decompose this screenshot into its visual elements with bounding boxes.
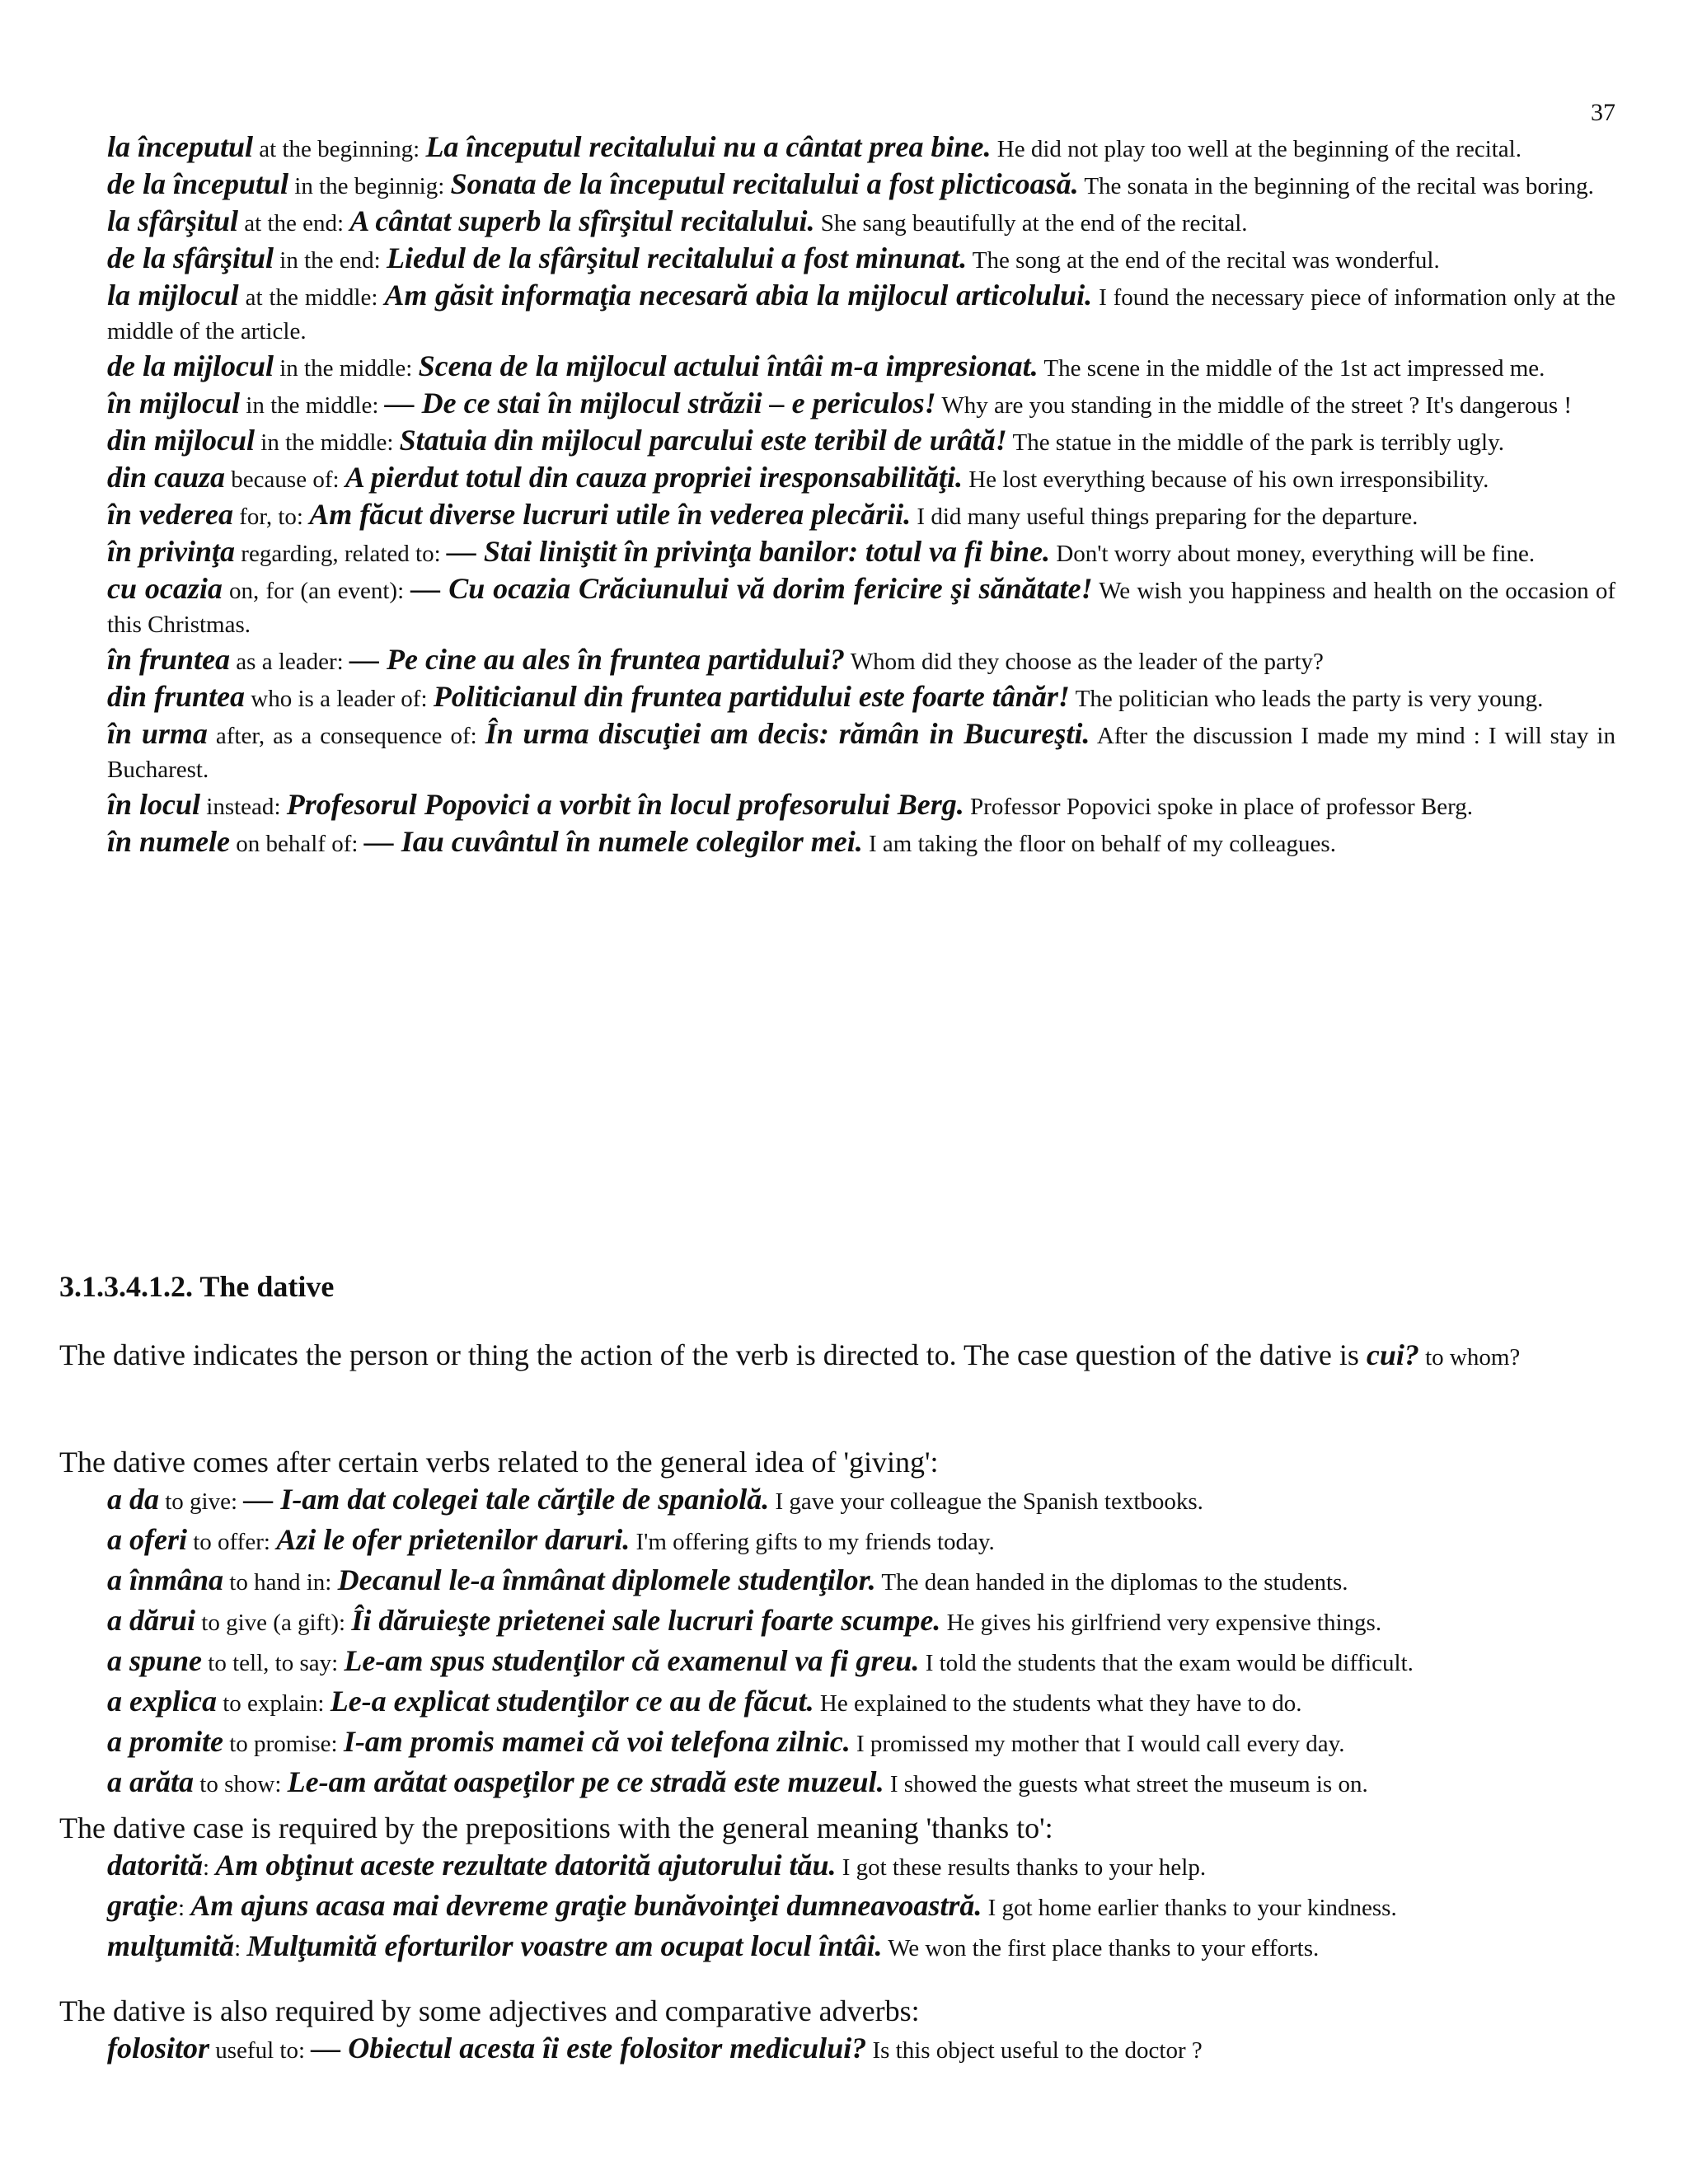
preposition-entry — [107, 643, 1615, 679]
separator: : — [231, 1488, 244, 1515]
english-translation: We wish you happiness and health on the occasion of this Christmas. — [107, 578, 1615, 638]
romanian-term: a arăta — [107, 1765, 195, 1798]
romanian-term: la sfârşitul — [107, 204, 239, 237]
english-gloss: on behalf of — [230, 831, 352, 857]
romanian-example: I-am promis mamei că voi telefona zilnic. — [343, 1725, 851, 1758]
separator: : — [438, 173, 451, 199]
english-translation: We won the first place thanks to your efforts. — [882, 1935, 1320, 1961]
verb-entry — [107, 1682, 1615, 1722]
separator: : — [234, 1935, 247, 1961]
english-gloss: to explain — [216, 1690, 318, 1717]
preposition-entry — [107, 1886, 1615, 1927]
english-translation: He did not play too well at the beginning of the recital. — [991, 136, 1522, 162]
english-translation: The dean handed in the diplomas to the students. — [875, 1569, 1348, 1596]
separator: : — [331, 1650, 345, 1676]
romanian-term: în numele — [107, 825, 231, 858]
preposition-entry — [107, 788, 1615, 824]
english-gloss: because of — [225, 466, 333, 493]
english-gloss: in the middle — [274, 355, 406, 382]
romanian-term: a înmâna — [107, 1563, 224, 1596]
english-gloss: to give (a gift) — [195, 1610, 339, 1636]
english-gloss: in the middle — [240, 392, 373, 419]
romanian-example: — Pe cine au ales în fruntea partidului? — [349, 643, 846, 676]
romanian-example: Am obţinut aceste rezultate datorită ajutorului tău. — [215, 1849, 837, 1882]
separator: : — [470, 723, 485, 749]
english-gloss: to tell, to say — [202, 1650, 332, 1676]
romanian-term: din fruntea — [107, 680, 246, 713]
preposition-entry — [107, 387, 1615, 423]
romanian-term: de la sfârşitul — [107, 241, 274, 274]
separator: : — [203, 1854, 216, 1881]
verb-entry — [107, 1642, 1615, 1682]
preposition-entry — [107, 717, 1615, 787]
thanks-prepositions-list — [107, 1846, 1615, 1967]
romanian-example: Statuia din mijlocul parcului este teribil de urâtă! — [399, 424, 1007, 457]
separator: : — [337, 210, 350, 237]
separator: : — [317, 1690, 331, 1717]
page-number: 37 — [1591, 99, 1615, 126]
prepositions-list — [107, 130, 1615, 862]
english-gloss: after, as a consequence of — [207, 723, 471, 749]
english-translation: Whom did they choose as the leader of the party? — [845, 649, 1324, 675]
preposition-entry — [107, 680, 1615, 716]
romanian-example: — Obiectul acesta îi este folositor medicului? — [311, 2032, 867, 2064]
verb-entry — [107, 1601, 1615, 1642]
english-translation: After the discussion I made my mind : I will stay in Bucharest. — [107, 723, 1615, 783]
separator: : — [413, 136, 426, 162]
romanian-example: Le-am spus studenţilor că examenul va fi greu. — [344, 1644, 920, 1677]
preposition-entry — [107, 461, 1615, 497]
preposition-entry — [107, 204, 1615, 241]
separator: : — [274, 1771, 288, 1797]
preposition-entry — [107, 1846, 1615, 1886]
section-heading: 3.1.3.4.1.2. The dative — [59, 1270, 335, 1303]
separator: : — [263, 1529, 277, 1555]
english-translation: She sang beautifully at the end of the recital. — [814, 210, 1248, 237]
english-translation: I got home earlier thanks to your kindness. — [982, 1895, 1397, 1921]
romanian-term: a dărui — [107, 1604, 196, 1637]
prepositions-intro: The dative case is required by the prepositions with the general meaning 'thanks to': — [59, 1811, 1053, 1844]
verbs-intro: The dative comes after certain verbs related to the general idea of 'giving': — [59, 1446, 939, 1479]
english-gloss: as a leader — [230, 649, 337, 675]
english-gloss: to hand in — [223, 1569, 326, 1596]
romanian-example: Îi dăruieşte prietenei sale lucruri foarte scumpe. — [351, 1604, 941, 1637]
romanian-example: Scena de la mijlocul actului întâi m-a impresionat. — [418, 349, 1039, 382]
english-gloss: regarding, related to — [235, 541, 434, 567]
preposition-entry — [107, 130, 1615, 166]
dative-intro-paragraph — [59, 1337, 1617, 1376]
verb-entry — [107, 1561, 1615, 1601]
english-gloss: to show — [194, 1771, 275, 1797]
dative-intro-text: The dative indicates the person or thing the action of the verb is directed to. The case question of the dative is — [59, 1338, 1367, 1371]
romanian-example: Politicianul din fruntea partidului este foarte tânăr! — [433, 680, 1070, 713]
english-translation: He explained to the students what they have to do. — [814, 1690, 1302, 1717]
preposition-entry — [107, 572, 1615, 642]
separator: : — [406, 355, 419, 382]
case-question-gloss: to whom? — [1418, 1344, 1521, 1371]
english-gloss: instead — [200, 794, 274, 820]
separator: : — [178, 1895, 191, 1921]
english-translation: I showed the guests what street the museum is on. — [884, 1771, 1368, 1797]
romanian-example: Am ajuns acasa mai devreme graţie bunăvoinţei dumneavoastră. — [190, 1889, 982, 1922]
english-gloss: on, for (an event) — [222, 578, 398, 604]
preposition-entry — [107, 424, 1615, 460]
romanian-example: Decanul le-a înmânat diplomele studenţilor. — [337, 1563, 876, 1596]
english-translation: I told the students that the exam would be difficult. — [919, 1650, 1414, 1676]
preposition-entry — [107, 1927, 1615, 1967]
english-gloss: in the end — [274, 247, 374, 274]
romanian-term: în mijlocul — [107, 387, 241, 419]
verb-entry — [107, 1763, 1615, 1803]
english-gloss: in the middle — [255, 429, 387, 456]
english-translation: I found the necessary piece of information only at the middle of the article. — [107, 284, 1615, 344]
separator: : — [296, 504, 310, 530]
romanian-term: a promite — [107, 1725, 223, 1758]
preposition-entry — [107, 825, 1615, 861]
adjectives-intro: The dative is also required by some adjectives and comparative adverbs: — [59, 1994, 920, 2027]
romanian-term: la începutul — [107, 130, 254, 163]
romanian-example: Azi le ofer prietenilor daruri. — [276, 1523, 631, 1556]
preposition-entry — [107, 349, 1615, 386]
preposition-entry — [107, 167, 1615, 204]
romanian-term: a explica — [107, 1685, 217, 1718]
romanian-example: Am făcut diverse lucruri utile în vederea plecării. — [309, 498, 912, 531]
romanian-example: — Iau cuvântul în numele colegilor mei. — [363, 825, 863, 858]
romanian-example: — I-am dat colegei tale cărţile de spaniolă. — [243, 1483, 770, 1516]
separator: : — [351, 831, 364, 857]
romanian-term: cu ocazia — [107, 572, 223, 605]
english-translation: Professor Popovici spoke in place of professor Berg. — [964, 794, 1473, 820]
romanian-term: în locul — [107, 788, 201, 821]
english-translation: The statue in the middle of the park is terribly ugly. — [1006, 429, 1504, 456]
english-translation: The song at the end of the recital was wonderful. — [967, 247, 1440, 274]
english-gloss: useful to — [209, 2037, 298, 2064]
english-translation: Don't worry about money, everything will be fine. — [1050, 541, 1536, 567]
romanian-term: în fruntea — [107, 643, 231, 676]
romanian-example: — De ce stai în mijlocul străzii – e periculos! — [384, 387, 936, 419]
preposition-entry — [107, 498, 1615, 534]
romanian-example: În urma discuţiei am decis: rămân in Bucureşti. — [485, 717, 1090, 750]
separator: : — [434, 541, 447, 567]
romanian-example: Am găsit informaţia necesară abia la mijlocul articolului. — [384, 279, 1093, 312]
english-translation: Why are you standing in the middle of the street ? It's dangerous ! — [935, 392, 1573, 419]
adjective-entry — [107, 2029, 1615, 2069]
romanian-example: Mulţumită eforturilor voastre am ocupat locul întâi. — [246, 1929, 883, 1962]
romanian-term: la mijlocul — [107, 279, 239, 312]
english-translation: The scene in the middle of the 1st act impressed me. — [1038, 355, 1545, 382]
separator: : — [339, 1610, 352, 1636]
english-translation: He gives his girlfriend very expensive things. — [940, 1610, 1382, 1636]
romanian-term: mulţumită — [107, 1929, 235, 1962]
english-translation: I got these results thanks to your help. — [836, 1854, 1207, 1881]
english-gloss: to offer — [186, 1529, 264, 1555]
romanian-term: în urma — [107, 717, 208, 750]
english-gloss: to give — [159, 1488, 231, 1515]
romanian-term: a da — [107, 1483, 159, 1516]
romanian-term: a spune — [107, 1644, 203, 1677]
english-translation: I did many useful things preparing for the departure. — [911, 504, 1418, 530]
romanian-term: în vederea — [107, 498, 233, 531]
romanian-example: A cântat superb la sfîrşitul recitalului. — [349, 204, 815, 237]
romanian-example: Le-a explicat studenţilor ce au de făcut. — [330, 1685, 814, 1718]
romanian-example: A pierdut totul din cauza propriei iresponsabilităţi. — [345, 461, 963, 494]
romanian-term: datorită — [107, 1849, 204, 1882]
separator: : — [373, 247, 387, 274]
preposition-entry — [107, 535, 1615, 571]
romanian-term: din mijlocul — [107, 424, 256, 457]
separator: : — [397, 578, 411, 604]
english-translation: He lost everything because of his own irresponsibility. — [962, 466, 1489, 493]
romanian-term: în privinţa — [107, 535, 236, 568]
verb-entry — [107, 1722, 1615, 1763]
romanian-term: graţie — [107, 1889, 178, 1922]
separator: : — [372, 392, 385, 419]
separator: : — [420, 686, 434, 712]
english-gloss: at the beginning — [253, 136, 414, 162]
romanian-term: folositor — [107, 2032, 210, 2064]
english-translation: I am taking the floor on behalf of my colleagues. — [862, 831, 1336, 857]
preposition-entry — [107, 279, 1615, 349]
english-gloss: for, to — [232, 504, 297, 530]
romanian-example: Liedul de la sfârşitul recitalului a fost minunat. — [386, 241, 968, 274]
english-gloss: at the end — [238, 210, 338, 237]
english-gloss: to promise — [223, 1731, 331, 1757]
case-question: cui? — [1366, 1338, 1419, 1371]
english-translation: The sonata in the beginning of the recital was boring. — [1078, 173, 1594, 199]
romanian-example: La începutul recitalului nu a cântat prea bine. — [425, 130, 992, 163]
separator: : — [336, 649, 349, 675]
english-gloss: in the beginnig — [288, 173, 438, 199]
romanian-term: de la mijlocul — [107, 349, 274, 382]
separator: : — [371, 284, 385, 311]
english-translation: I promissed my mother that I would call every day. — [850, 1731, 1345, 1757]
english-translation: The politician who leads the party is very young. — [1069, 686, 1544, 712]
romanian-term: a oferi — [107, 1523, 187, 1556]
english-translation: Is this object useful to the doctor ? — [866, 2037, 1203, 2064]
separator: : — [331, 1731, 344, 1757]
romanian-example: — Stai liniştit în privinţa banilor: totul va fi bine. — [446, 535, 1051, 568]
preposition-entry — [107, 241, 1615, 278]
romanian-example: Sonata de la începutul recitalului a fost plicticoasă. — [450, 167, 1079, 200]
romanian-example: Profesorul Popovici a vorbit în locul profesorului Berg. — [286, 788, 964, 821]
separator: : — [332, 466, 345, 493]
separator: : — [325, 1569, 338, 1596]
english-translation: I'm offering gifts to my friends today. — [630, 1529, 995, 1555]
romanian-example: — Cu ocazia Crăciunului vă dorim fericire şi sănătate! — [410, 572, 1093, 605]
separator: : — [387, 429, 400, 456]
english-gloss: at the middle — [238, 284, 372, 311]
english-translation: I gave your colleague the Spanish textbooks. — [769, 1488, 1203, 1515]
verb-entry — [107, 1521, 1615, 1561]
separator: : — [274, 794, 287, 820]
adjectives-list — [107, 2029, 1615, 2069]
verb-entry — [107, 1480, 1615, 1521]
romanian-term: de la începutul — [107, 167, 289, 200]
english-gloss: who is a leader of — [245, 686, 421, 712]
romanian-example: Le-am arătat oaspeţilor pe ce stradă este muzeul. — [287, 1765, 884, 1798]
romanian-term: din cauza — [107, 461, 226, 494]
verbs-list — [107, 1480, 1615, 1803]
separator: : — [298, 2037, 312, 2064]
